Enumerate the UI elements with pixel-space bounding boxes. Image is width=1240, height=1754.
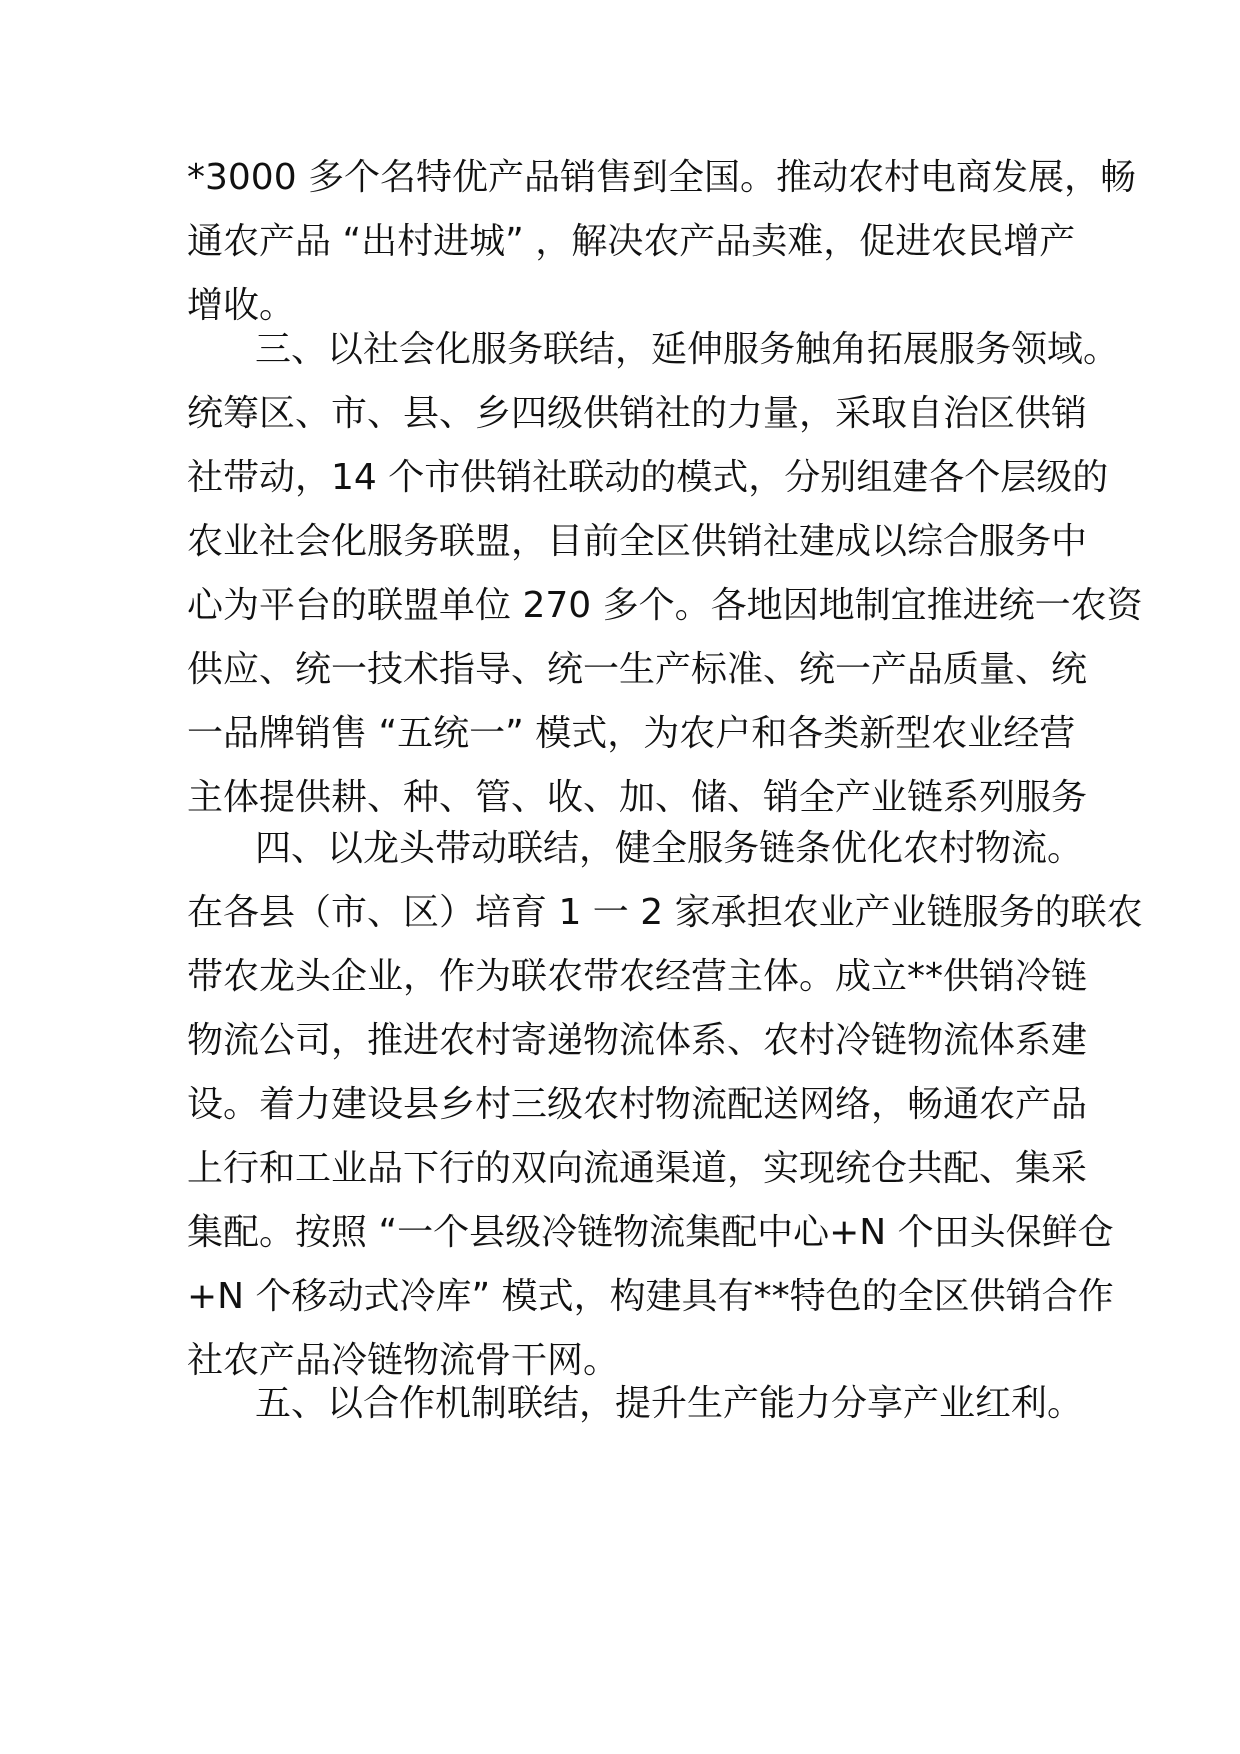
text-line: 集配。按照 “一个县级冷链物流集配中心+N 个田头保鲜仓 [187, 1212, 1114, 1253]
text-line: +N 个移动式冷库” 模式，构建具有**特色的全区供销合作 [187, 1276, 1114, 1317]
text-line: 主体提供耕、种、管、收、加、储、销全产业链系列服务 [187, 777, 1088, 818]
paragraph-continuation [187, 146, 1137, 338]
text-line: 设。着力建设县乡村三级农村物流配送网络，畅通农产品 [187, 1084, 1088, 1125]
paragraph-section-four [187, 817, 1143, 1393]
text-line: 社带动，14 个市供销社联动的模式，分别组建各个层级的 [187, 457, 1109, 498]
paragraph-section-five [187, 1372, 1084, 1436]
section-heading: 五、以合作机制联结，提升生产能力分享产业红利。 [255, 1383, 1084, 1424]
text-line: 心为平台的联盟单位 270 多个。各地因地制宜推进统一农资 [187, 585, 1143, 626]
text-line: 增收。 [187, 285, 296, 326]
text-line: 一品牌销售 “五统一” 模式，为农户和各类新型农业经营 [187, 713, 1076, 754]
text-line: 在各县（市、区）培育 1 一 2 家承担农业产业链服务的联农 [187, 892, 1143, 933]
text-line: 统筹区、市、县、乡四级供销社的力量，采取自治区供销 [187, 393, 1088, 434]
text-line: 社农产品冷链物流骨干网。 [187, 1340, 620, 1381]
text-line: 带农龙头企业，作为联农带农经营主体。成立**供销冷链 [187, 956, 1088, 997]
text-line: 供应、统一技术指导、统一生产标准、统一产品质量、统 [187, 649, 1088, 690]
paragraph-section-three [187, 318, 1143, 830]
section-heading: 三、以社会化服务联结，延伸服务触角拓展服务领域。 [255, 329, 1120, 370]
text-line: 上行和工业品下行的双向流通渠道，实现统仓共配、集采 [187, 1148, 1088, 1189]
text-line: 通农产品 “出村进城” ，解决农产品卖难，促进农民增产 [187, 221, 1076, 262]
text-line: 农业社会化服务联盟，目前全区供销社建成以综合服务中 [187, 521, 1088, 562]
text-line: *3000 多个名特优产品销售到全国。推动农村电商发展，畅 [187, 157, 1137, 198]
section-heading: 四、以龙头带动联结，健全服务链条优化农村物流。 [255, 828, 1084, 869]
text-line: 物流公司，推进农村寄递物流体系、农村冷链物流体系建 [187, 1020, 1088, 1061]
